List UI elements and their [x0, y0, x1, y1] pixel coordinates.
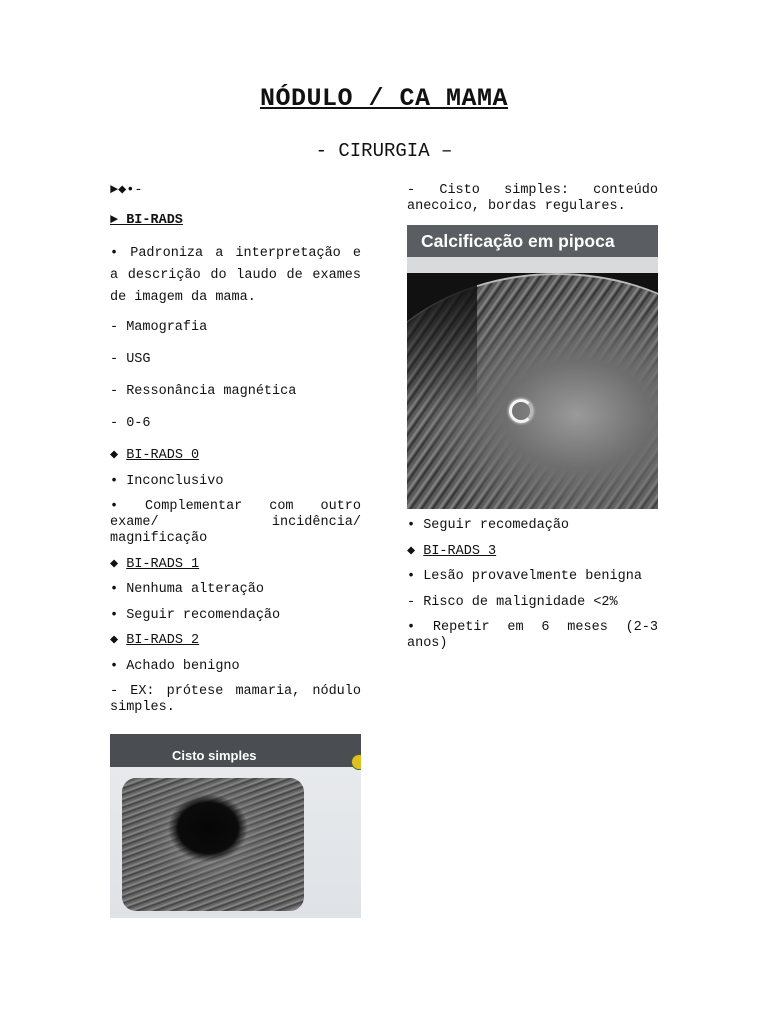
- birads0-item: • Inconclusivo: [110, 473, 224, 489]
- birads2-heading: BI-RADS 2: [126, 633, 200, 648]
- birads-heading: ► BI-RADS: [110, 213, 183, 228]
- popcorn-calcification-icon: [509, 399, 533, 423]
- ultrasound-figure: [110, 734, 361, 918]
- birads3-heading: BI-RADS 3: [423, 543, 497, 559]
- right-column: [407, 183, 658, 225]
- recommendation-item: • Seguir recomedação: [407, 518, 570, 533]
- diamond-bullet: ◆: [110, 556, 127, 572]
- birads3-heading-line: [407, 544, 658, 560]
- badge-icon: [351, 754, 361, 770]
- birads1-heading: BI-RADS 1: [126, 556, 200, 572]
- page-subtitle: - CIRURGIA –: [315, 140, 453, 162]
- intro-paragraph: • Padroniza a interpretação e a descrição do laudo de exames de imagem da mama.: [110, 246, 361, 305]
- birads3-item: • Lesão provavelmente benigna: [407, 569, 642, 584]
- birads0-heading-line: [110, 448, 361, 464]
- left-column: [110, 183, 361, 726]
- birads1-heading-line: [110, 557, 361, 573]
- mammogram-caption: Calcificação em pipoca: [421, 231, 615, 251]
- birads0-heading: BI-RADS 0: [126, 448, 200, 463]
- ultrasound-caption: Cisto simples: [172, 748, 257, 763]
- page-title: NÓDULO / CA MAMA: [259, 84, 509, 113]
- exam-item-range: - 0-6: [110, 416, 151, 431]
- cisto-description: - Cisto simples: conteúdo anecoico, bordas regulares.: [407, 183, 658, 214]
- birads2-heading-line: [110, 633, 361, 649]
- mammogram-shadow: [407, 273, 477, 413]
- figure-divider: [407, 257, 658, 273]
- exam-item-mamografia: - Mamografia: [110, 320, 208, 335]
- ultrasound-image: [122, 778, 304, 911]
- right-column-lower: [407, 518, 658, 662]
- exam-item-ressonancia: - Ressonância magnética: [110, 384, 297, 399]
- birads3-item: - Risco de malignidade <2%: [407, 594, 618, 610]
- birads0-item: • Complementar com outro exame/ incidência/ magnificação: [110, 499, 361, 546]
- mammogram-figure: [407, 225, 658, 509]
- birads1-item: • Nenhuma alteração: [110, 582, 264, 597]
- diamond-bullet: ◆: [110, 448, 127, 463]
- exam-item-usg: - USG: [110, 352, 151, 367]
- diamond-bullet: ◆: [110, 633, 127, 648]
- marker-line: ►◆•-: [110, 183, 143, 198]
- diamond-bullet: ◆: [407, 543, 424, 559]
- birads3-item: • Repetir em 6 meses (2-3 anos): [407, 620, 658, 651]
- birads1-item: • Seguir recomendação: [110, 607, 281, 623]
- birads2-item: • Achado benigno: [110, 658, 240, 674]
- birads2-item: - EX: prótese mamaria, nódulo simples.: [110, 684, 361, 715]
